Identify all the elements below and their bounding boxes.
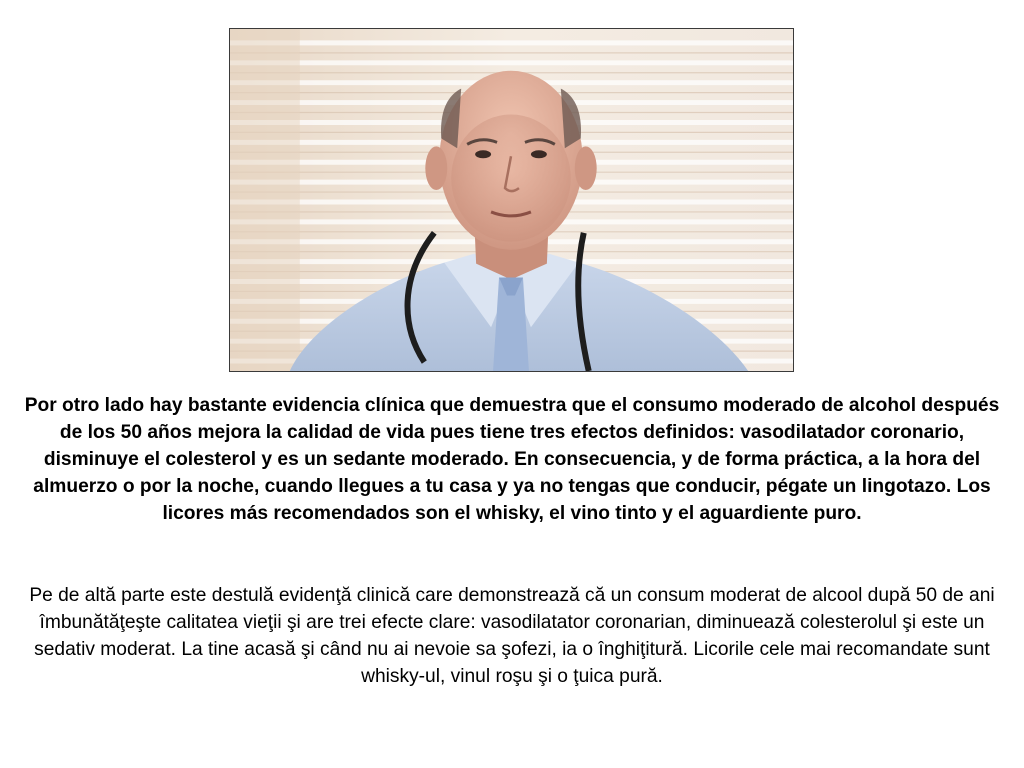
romanian-paragraph: Pe de altă parte este destulă evidenţă clinică care demonstrează că un consum moderat de alcool după 50 de ani îmbunătăţeşte calitatea vieţii şi are trei efecte clare: vasodilatator coronarian, diminuează colesterolul şi este un sedativ moderat. La tine acasă şi când nu ai nevoie sa şofezi, ia o înghiţitură. Licorile cele mai recomandate sunt whisky-ul, vinul roşu şi o ţuica pură.	[29, 585, 995, 687]
doctor-photo	[229, 28, 794, 372]
doctor-portrait-image	[230, 29, 793, 371]
spanish-paragraph: Por otro lado hay bastante evidencia clínica que demuestra que el consumo moderado de alcohol después de los 50 años mejora la calidad de vida pues tiene tres efectos definidos: vasodilatador coronario, disminuye el colesterol y es un sedante moderado. En consecuencia, y de forma práctica, a la hora del almuerzo o por la noche, cuando llegues a tu casa y ya no tengas que conducir, pégate un lingotazo. Los licores más recomendados son el whisky, el vino tinto y el aguardiente puro.	[24, 395, 1000, 524]
